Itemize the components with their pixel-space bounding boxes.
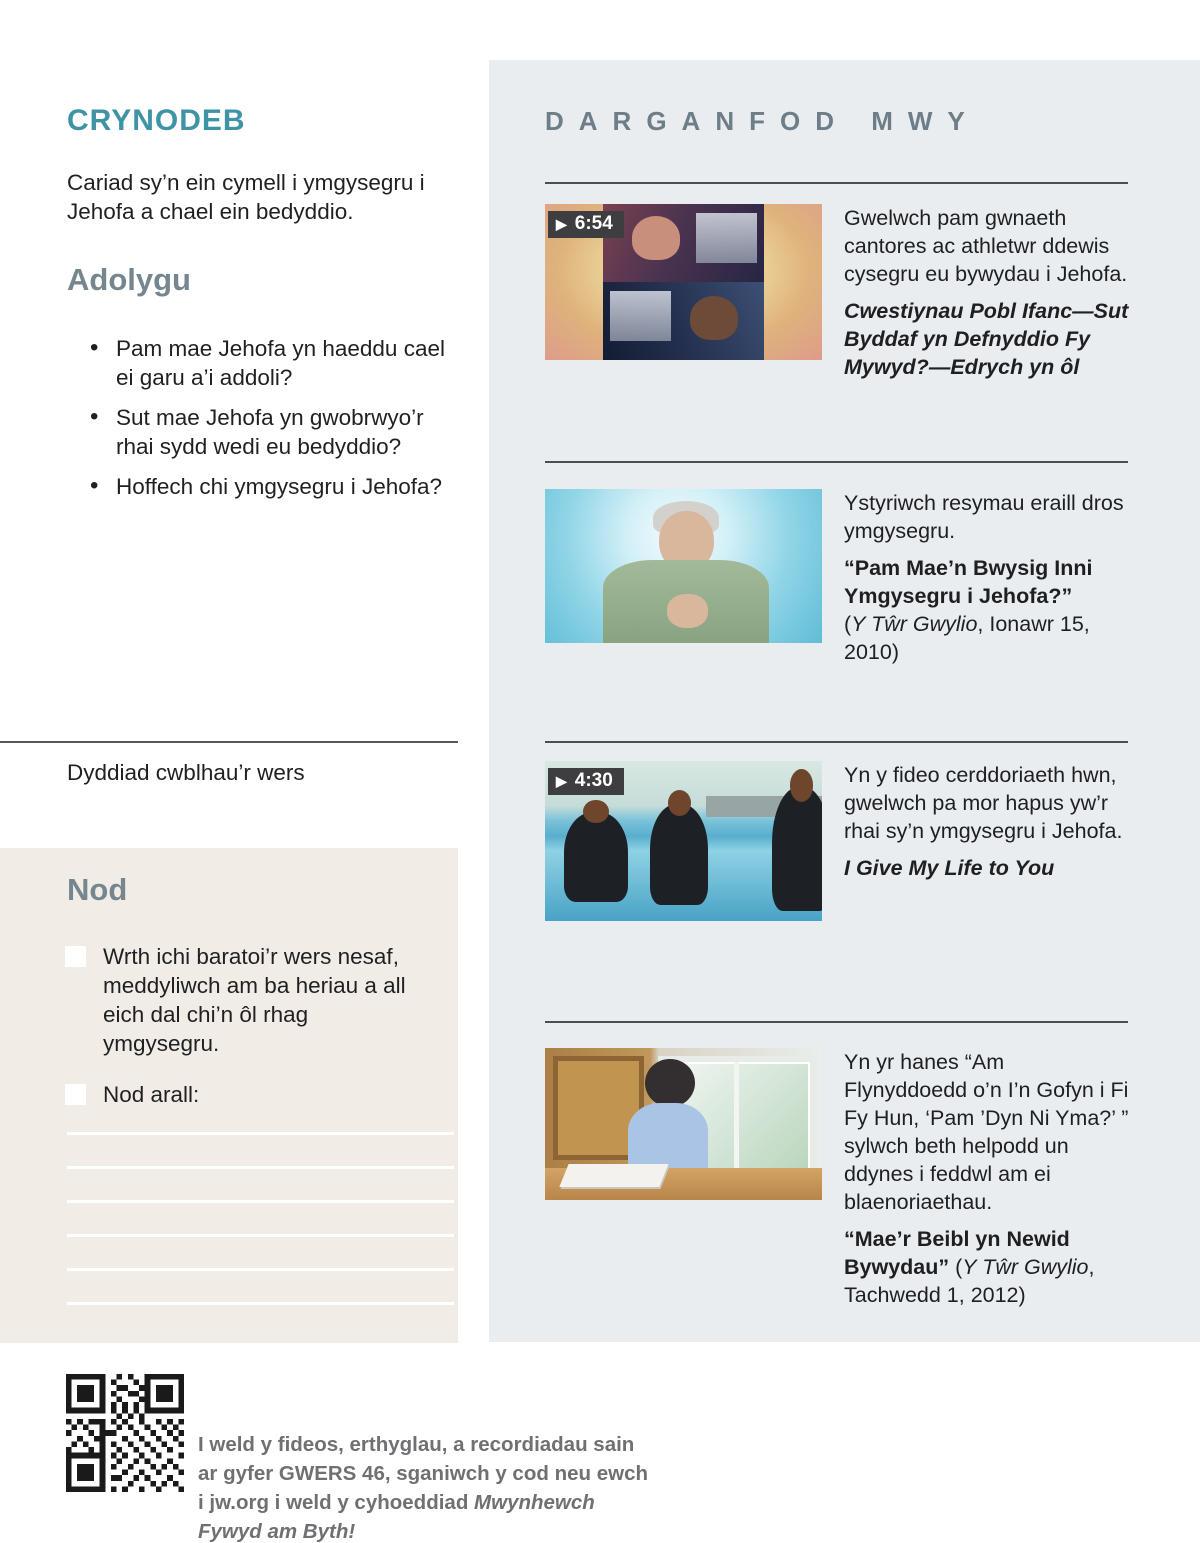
divider bbox=[545, 182, 1128, 184]
item-reference: I Give My Life to You bbox=[844, 856, 1055, 880]
discover-more-panel bbox=[489, 60, 1200, 1342]
video-thumbnail-interviews[interactable] bbox=[545, 204, 822, 360]
thumbnail-art-shape bbox=[667, 594, 709, 628]
divider bbox=[545, 1021, 1128, 1023]
video-duration: 6:54 bbox=[574, 213, 613, 234]
goal-title: Nod bbox=[67, 872, 128, 907]
thumbnail-art-shape bbox=[696, 213, 757, 263]
thumbnail-art-shape bbox=[560, 1164, 669, 1187]
discover-item-text bbox=[844, 204, 1133, 390]
item-reference: “Mae’r Beibl yn Newid Bywydau” bbox=[844, 1227, 1070, 1279]
divider bbox=[545, 461, 1128, 463]
item-source: (Y Tŵr Gwylio, Tachwedd 1, 2012) bbox=[844, 1255, 1095, 1307]
thumbnail-art-shape bbox=[650, 804, 708, 905]
review-list bbox=[90, 334, 462, 512]
review-bullet: • Hoffech chi ymgysegru i Jehofa? bbox=[90, 472, 462, 501]
divider bbox=[545, 741, 1128, 743]
thumbnail-art-shape bbox=[603, 282, 764, 360]
review-bullet: • Pam mae Jehofa yn haeddu cael ei garu a’i addoli? bbox=[90, 334, 462, 392]
thumbnail-art-shape bbox=[772, 787, 822, 912]
thumbnail-art-shape bbox=[734, 1062, 739, 1171]
discover-item bbox=[545, 489, 1133, 675]
item-description: Yn yr hanes “Am Flynyddoedd o’n I’n Gofyn i Fi Fy Hun, ‘Pam ’Dyn Ni Yma?’ ” sylwch beth helpodd un ddynes i feddwl am ei blaenoriaethau. bbox=[844, 1050, 1129, 1214]
discover-item bbox=[545, 761, 1133, 921]
review-bullet: • Sut mae Jehofa yn gwobrwyo’r rhai sydd wedi eu bedyddio? bbox=[90, 403, 462, 461]
video-duration: 4:30 bbox=[574, 770, 613, 791]
item-reference: Cwestiynau Pobl Ifanc—Sut Byddaf yn Defnyddio Fy Mywyd?—Edrych yn ôl bbox=[844, 299, 1129, 379]
video-duration-badge bbox=[548, 768, 624, 795]
article-thumbnail-woman-studying[interactable] bbox=[545, 1048, 822, 1200]
item-reference: “Pam Mae’n Bwysig Inni Ymgysegru i Jehofa?” bbox=[844, 556, 1093, 608]
writing-line[interactable] bbox=[67, 1268, 454, 1271]
summary-body: Cariad sy’n ein cymell i ymgysegru i Jehofa a chael ein bedyddio. bbox=[67, 170, 425, 224]
video-thumbnail-baptism[interactable] bbox=[545, 761, 822, 921]
thumbnail-art-shape bbox=[564, 812, 628, 902]
play-icon: ▶ bbox=[556, 773, 567, 789]
publication-name: Y Tŵr Gwylio bbox=[851, 612, 978, 636]
goal-section bbox=[0, 848, 458, 1343]
goal-checkbox[interactable] bbox=[65, 1084, 86, 1105]
summary-title: CRYNODEB bbox=[67, 104, 246, 137]
discover-item-text bbox=[844, 1048, 1133, 1318]
video-duration-badge bbox=[548, 211, 624, 238]
footer-note: I weld y fideos, erthyglau, a recordiadau sain ar gyfer GWERS 46, sganiwch y cod neu ewch i jw.org i weld y cyhoeddiad Mwynhewch Fywyd am Byth! bbox=[198, 1433, 648, 1543]
item-description: Ystyriwch resymau eraill dros ymgysegru. bbox=[844, 491, 1124, 543]
publication-name: Mwynhewch Fywyd am Byth! bbox=[198, 1491, 595, 1543]
thumbnail-art-shape bbox=[645, 1059, 695, 1108]
item-description: Gwelwch pam gwnaeth cantores ac athletwr ddewis cysegru eu bywydau i Jehofa. bbox=[844, 206, 1128, 286]
discover-item-text bbox=[844, 761, 1133, 921]
qr-code bbox=[66, 1374, 184, 1492]
thumbnail-art-shape bbox=[632, 216, 680, 260]
writing-line[interactable] bbox=[67, 1132, 454, 1135]
play-icon: ▶ bbox=[556, 216, 567, 232]
goal-item bbox=[65, 942, 425, 1058]
writing-line[interactable] bbox=[67, 1234, 454, 1237]
thumbnail-art-shape bbox=[603, 204, 764, 282]
writing-line[interactable] bbox=[67, 1200, 454, 1203]
goal-item bbox=[65, 1080, 425, 1109]
thumbnail-art-shape bbox=[628, 1103, 708, 1173]
goal-checkbox[interactable] bbox=[65, 946, 86, 967]
divider bbox=[0, 741, 458, 743]
goal-item-text: Wrth ichi baratoi’r wers nesaf, meddyliwch am ba heriau a all eich dal chi’n ôl rhag ymgysegru. bbox=[103, 944, 406, 1056]
item-description: Yn y fideo cerddoriaeth hwn, gwelwch pa mor hapus yw’r rhai sy’n ymgysegru i Jehofa. bbox=[844, 763, 1123, 843]
item-source: (Y Tŵr Gwylio, Ionawr 15, 2010) bbox=[844, 612, 1090, 664]
article-thumbnail-man-praying[interactable] bbox=[545, 489, 822, 643]
discover-item bbox=[545, 1048, 1133, 1318]
discover-item bbox=[545, 204, 1133, 390]
writing-line[interactable] bbox=[67, 1166, 454, 1169]
review-title: Adolygu bbox=[67, 262, 191, 297]
writing-line[interactable] bbox=[67, 1302, 454, 1305]
publication-name: Y Tŵr Gwylio bbox=[962, 1255, 1089, 1279]
goal-item-text: Nod arall: bbox=[103, 1082, 200, 1107]
thumbnail-art-shape bbox=[610, 291, 671, 341]
discover-item-text bbox=[844, 489, 1133, 675]
completion-date-label: Dyddiad cwblhau’r wers bbox=[67, 760, 305, 785]
discover-more-title: DARGANFOD MWY bbox=[545, 106, 980, 136]
thumbnail-art-shape bbox=[690, 296, 738, 340]
